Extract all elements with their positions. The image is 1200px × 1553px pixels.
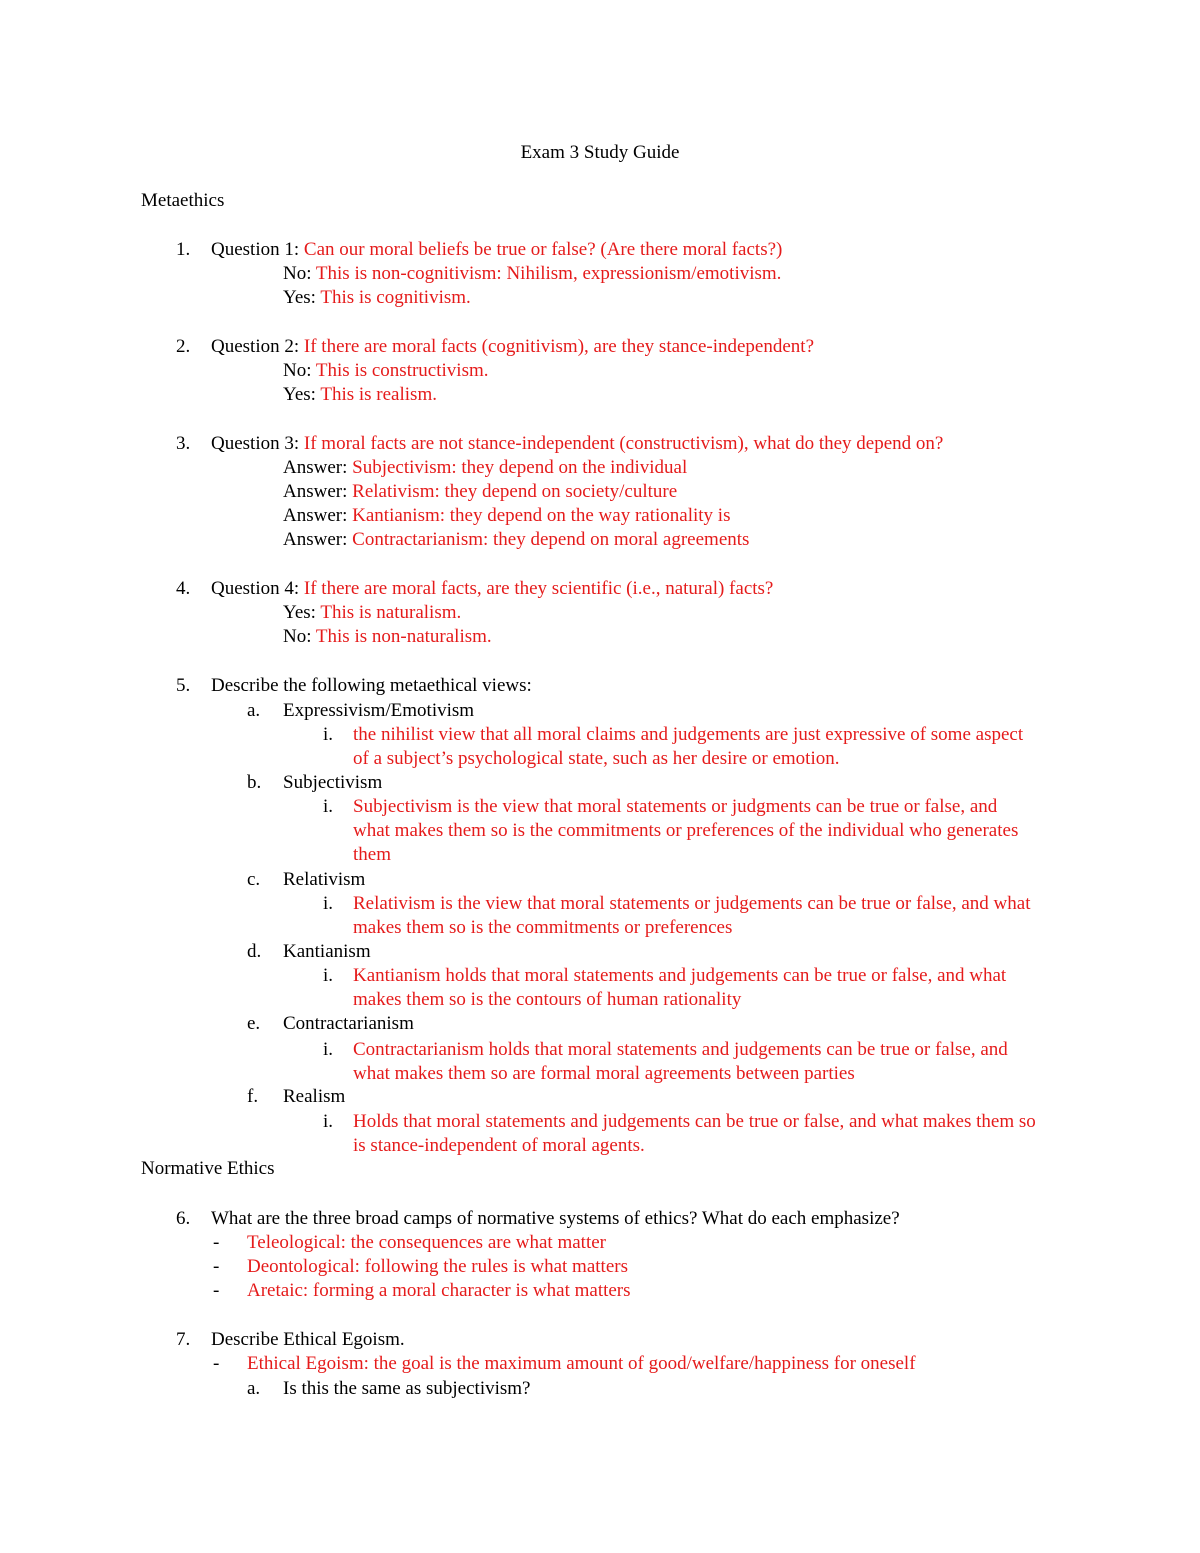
view-name: Expressivism/Emotivism — [283, 700, 475, 721]
sub-letter: d. — [247, 941, 262, 962]
question-2: Question 2: If there are moral facts (cognitivism), are they stance-independent? — [211, 336, 815, 357]
answer-line: Answer: Relativism: they depend on society/culture — [283, 481, 678, 502]
answer-line: Answer: Subjectivism: they depend on the individual — [283, 457, 688, 478]
view-description: what makes them so are formal moral agreements between parties — [353, 1063, 855, 1084]
answer-line: No: This is non-naturalism. — [283, 626, 492, 647]
list-number: 4. — [176, 578, 191, 599]
bullet-item: Aretaic: forming a moral character is what matters — [247, 1280, 631, 1301]
roman-numeral: i. — [323, 796, 334, 817]
answer-line: Yes: This is cognitivism. — [283, 287, 471, 308]
answer-line: Yes: This is naturalism. — [283, 602, 462, 623]
answer-line: No: This is constructivism. — [283, 360, 489, 381]
answer-line: Answer: Kantianism: they depend on the way rationality is — [283, 505, 731, 526]
bullet-dash: - — [213, 1353, 220, 1374]
roman-numeral: i. — [323, 1111, 334, 1132]
list-number: 5. — [176, 675, 191, 696]
view-description: the nihilist view that all moral claims and judgements are just expressive of some aspect — [353, 724, 1024, 745]
sub-letter: f. — [247, 1086, 259, 1107]
view-description: Holds that moral statements and judgements can be true or false, and what makes them so — [353, 1111, 1036, 1132]
sub-letter: c. — [247, 869, 261, 890]
answer-line: No: This is non-cognitivism: Nihilism, expressionism/emotivism. — [283, 263, 782, 284]
view-description: what makes them so is the commitments or preferences of the individual who generates — [353, 820, 1019, 841]
roman-numeral: i. — [323, 1039, 334, 1060]
view-description: them — [353, 844, 391, 865]
view-name: Kantianism — [283, 941, 371, 962]
list-number: 1. — [176, 239, 191, 260]
bullet-item: Deontological: following the rules is what matters — [247, 1256, 628, 1277]
bullet-dash: - — [213, 1280, 220, 1301]
sub-letter: a. — [247, 1378, 261, 1399]
view-name: Subjectivism — [283, 772, 383, 793]
answer-line: Answer: Contractarianism: they depend on moral agreements — [283, 529, 750, 550]
view-description: Subjectivism is the view that moral statements or judgments can be true or false, and — [353, 796, 998, 817]
section-heading-normative: Normative Ethics — [141, 1158, 275, 1179]
sub-letter: b. — [247, 772, 262, 793]
view-description: makes them so is the commitments or preferences — [353, 917, 733, 938]
view-description: Kantianism holds that moral statements and judgements can be true or false, and what — [353, 965, 1007, 986]
view-description: Contractarianism holds that moral statements and judgements can be true or false, and — [353, 1039, 1008, 1060]
question-4: Question 4: If there are moral facts, are they scientific (i.e., natural) facts? — [211, 578, 774, 599]
page-title: Exam 3 Study Guide — [520, 142, 680, 163]
view-description: is stance-independent of moral agents. — [353, 1135, 645, 1156]
sub-letter: e. — [247, 1013, 261, 1034]
view-name: Realism — [283, 1086, 346, 1107]
question-6: What are the three broad camps of normative systems of ethics? What do each emphasize? — [211, 1208, 900, 1229]
bullet-dash: - — [213, 1256, 220, 1277]
question-5: Describe the following metaethical views: — [211, 675, 532, 696]
bullet-item: Teleological: the consequences are what matter — [247, 1232, 606, 1253]
list-number: 2. — [176, 336, 191, 357]
list-number: 3. — [176, 433, 191, 454]
bullet-dash: - — [213, 1232, 220, 1253]
view-description: of a subject’s psychological state, such as her desire or emotion. — [353, 748, 840, 769]
view-name: Contractarianism — [283, 1013, 414, 1034]
section-heading-metaethics: Metaethics — [141, 190, 225, 211]
sub-letter: a. — [247, 700, 261, 721]
roman-numeral: i. — [323, 965, 334, 986]
view-name: Relativism — [283, 869, 366, 890]
question-3: Question 3: If moral facts are not stance-independent (constructivism), what do they depend on? — [211, 433, 944, 454]
list-number: 7. — [176, 1329, 191, 1350]
question-1: Question 1: Can our moral beliefs be true or false? (Are there moral facts?) — [211, 239, 783, 260]
roman-numeral: i. — [323, 893, 334, 914]
view-description: makes them so is the contours of human rationality — [353, 989, 742, 1010]
view-description: Relativism is the view that moral statements or judgements can be true or false, and what — [353, 893, 1031, 914]
bullet-item: Ethical Egoism: the goal is the maximum amount of good/welfare/happiness for oneself — [247, 1353, 916, 1374]
sub-question: Is this the same as subjectivism? — [283, 1378, 531, 1399]
list-number: 6. — [176, 1208, 191, 1229]
question-7: Describe Ethical Egoism. — [211, 1329, 405, 1350]
roman-numeral: i. — [323, 724, 334, 745]
answer-line: Yes: This is realism. — [283, 384, 437, 405]
